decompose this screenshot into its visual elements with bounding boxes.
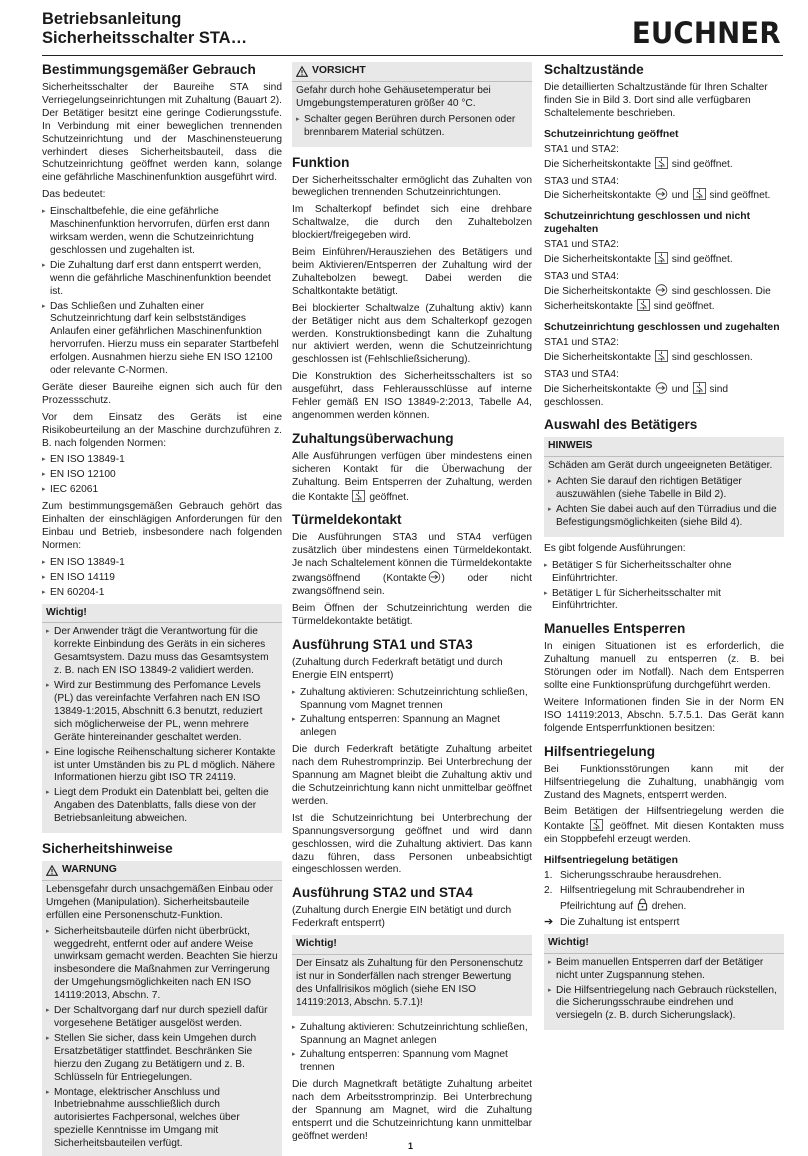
paragraph: Der Einsatz als Zuhaltung für den Personenschutz ist nur in Sonderfällen nach strenger Bewertung des Unfallrisikos möglich (siehe EN ISO 14119:2013, Abschn. 5.7.1)! [296,958,524,1008]
paragraph: Die durch Federkraft betätigte Zuhaltung arbeitet nach dem Ruhestromprinzip. Bei Unterbrechung der Spannung am Magnet bleibt die Zuhaltung aktiv und die Schutzeinrichtung kann nicht unmittelbar geöffnet werden. [292,744,532,807]
subheading: Hilfsentriegelung betätigen [544,855,678,867]
norms-list [42,557,282,600]
list-item: ▸ Zuhaltung entsperren: Spannung an Magnet anlegen [292,714,532,740]
column-3 [544,62,784,1036]
list-item: ▸ Eine logische Reihenschaltung sicherer Kontakte ist unter Umständen bis zu PL d möglich. Nähere Informationen hierzu gibt ISO TR 24119. [46,747,278,786]
paragraph: Der Sicherheitsschalter ermöglicht das Zuhalten von beweglichen trennenden Schutzeinrichtungen. [292,174,532,199]
list-item: ▸ IEC 62061 [42,484,282,497]
state-line: STA3 und STA4: Die Sicherheitskontakte und sind geöffnet. [544,175,771,202]
heading-safety: Sicherheitshinweise [42,841,173,857]
safety-contact-icon [693,382,706,394]
important-title: Wichtig! [42,604,282,624]
warning-title: WARNUNG [62,864,117,876]
state-line: STA3 und STA4: Die Sicherheitskontakte und sind geschlossen. [544,368,729,408]
paragraph: Weitere Informationen finden Sie in der Norm EN ISO 14119:2013, Abschn. 5.7.5.1. Das Gerät kann folgende Entsperrfunktionen besitzen: [544,697,784,734]
paragraph: (Zuhaltung durch Federkraft betätigt und durch Energie EIN entsperrt) [292,656,503,681]
list-item: ▸ Betätiger S für Sicherheitsschalter ohne Einführtrichter. [544,560,784,586]
paragraph: Beim Betätigen der Hilfsentriegelung werden die Kontakte geöffnet. Mit diesen Kontakten muss ein Stoppbefehl erzeugt werden. [544,806,784,846]
heading-actuator: Auswahl des Betätigers [544,417,698,433]
list-item: ▸ Achten Sie dabei auch auf den Türradius und die Befestigungsmöglichkeiten (siehe Bild 4). [548,504,780,530]
list-item: ▸ Achten Sie darauf den richtigen Betätiger auszuwählen (siehe Tabelle in Bild 2). [548,476,780,502]
list-item: ▸ Wird zur Bestimmung des Perfomance Levels (PL) das vereinfachte Verfahren nach EN ISO 13849-1:2015, Abschnitt 6.3 benutzt, reduziert sich möglicherweise der PL, wenn mehrere Geräte hintereinander geschaltet werden. [46,680,278,745]
list-item: ▸ Betätiger L für Sicherheitsschalter mit Einführtrichter. [544,588,784,614]
list-item: ▸ Liegt dem Produkt ein Datenblatt bei, gelten die Angaben des Datenblatts, falls diese von der Betriebsanleitung abweichen. [46,787,278,826]
notice-box [544,437,784,536]
paragraph: Geräte dieser Baureihe eignen sich auch für den Prozessschutz. [42,381,282,406]
paragraph: In einigen Situationen ist es erforderlich, die Zuhaltung manuell zu entsperren (z. B. bei Störungen oder im Notfall). Nach dem Entsperren sollte eine Funktionsprüfung durchgeführt werden. [544,641,784,692]
paragraph: Die Konstruktion des Sicherheitsschalters ist so ausgeführt, dass Fehlerausschlüsse auf interne Fehler gemäß EN ISO 13849-2:2013, Tabelle A4, angenommen werden können. [292,371,532,421]
heading-intended-use: Bestimmungsgemäßer Gebrauch [42,62,256,77]
steps-list [544,870,784,914]
page-number: 1 [408,1141,414,1151]
safety-contact-icon [637,299,650,311]
heading-manual-release: Manuelles Entsperren [544,621,686,637]
heading-function: Funktion [292,154,350,170]
important-title: Wichtig! [292,935,532,955]
euchner-logo: EUCHNER [632,16,781,50]
paragraph: Vor dem Einsatz des Geräts ist eine Risikobeurteilung an der Maschine durchzuführen z. B. nach folgenden Normen: [42,411,282,449]
list-item: ▸ Die Hilfsentriegelung nach Gebrauch rückstellen, die Sicherungsschraube eindrehen und versiegeln (z. B. durch Sicherungslack). [548,985,780,1024]
state-line: STA1 und STA2: Die Sicherheitskontakte sind geöffnet. [544,143,733,170]
safety-contact-icon [352,490,365,502]
arrow-right-icon: ➔ [544,915,554,928]
safety-contact-icon [655,252,668,264]
paragraph: Lebensgefahr durch unsachgemäßen Einbau oder Umgehen (Manipulation). Sicherheitsbauteile erfüllen eine Personenschutz-Funktion. [46,883,274,921]
paragraph: Bei blockierter Schaltwalze (Zuhaltung aktiv) kann der Betätiger nicht aus dem Schalterkopf gezogen werden. Konstruktionsbedingt kann die Zuhaltung nur aktiviert werden, wenn die Schutzeinrichtung geschlossen ist (Fehlschließsicherung). [292,302,532,366]
positive-opening-icon [655,188,668,200]
safety-contact-icon [590,819,603,831]
list-item: ▸ Zuhaltung entsperren: Spannung vom Magnet trennen [292,1049,532,1075]
warning-icon [46,865,58,876]
positive-opening-icon [428,571,441,583]
column-1 [42,62,282,1156]
list-item: ▸ Schalter gegen Berühren durch Personen oder brennbarem Material schützen. [296,114,528,140]
meaning-list [42,206,282,378]
paragraph: Gefahr durch hohe Gehäusetemperatur bei Umgebungstemperaturen größer 40 °C. [296,84,491,109]
step-item: 2. Hilfsentriegelung mit Schraubendreher in Pfeilrichtung auf drehen. [544,885,745,912]
page-header [42,10,783,56]
paragraph: Alle Ausführungen verfügen über mindestens einen sicheren Kontakt für die Überwachung der Zuhaltung. Beim Entsperren der Zuhaltung, werden die Kontakte geöffnet. [292,450,532,503]
column-2 [292,62,532,1148]
caution-title: VORSICHT [312,65,366,76]
important-title: Wichtig! [544,934,784,954]
paragraph: Die Ausführungen STA3 und STA4 verfügen zusätzlich über mindestens einen Türmeldekontakt. Je nach Schaltelement können die Türmeldekontakte zwangsöffnend (Kontakte ) oder nicht zwangsöffnend sein. [292,532,532,598]
step-item: 1. Sicherungsschraube herausdrehen. [544,870,722,882]
state-line: STA1 und STA2: Die Sicherheitskontakte sind geschlossen. [544,336,753,363]
important-box [544,934,784,1030]
paragraph: Die durch Magnetkraft betätigte Zuhaltung arbeitet nach dem Arbeitsstromprinzip. Bei Unterbrechung der Spannung am Magnet, wird die Zuhaltung entsperrt und die Schutzeinrichtung kann unmittelbar geöffnet werden! [292,1079,532,1142]
list-item: ▸ EN ISO 12100 [42,469,282,482]
caution-box [292,62,532,147]
paragraph: Beim Öffnen der Schutzeinrichtung werden die Türmeldekontakte betätigt. [292,603,532,627]
list-item: ▸ EN ISO 13849-1 [42,557,282,570]
state-line: STA3 und STA4: Die Sicherheitskontakte sind geschlossen. Die Sicherheitskontakte sind geöffnet. [544,271,771,312]
list-item: ▸ Das Schließen und Zuhalten einer Schutzeinrichtung darf kein selbstständiges Anlaufen einer gefährlichen Maschinenfunktion hervorrufen. Hierzu muss ein separater Startbefehl erfolgen. Ausnahmen hierzu siehe EN ISO 12100 oder relevante C-Normen. [42,301,282,378]
list-item: ▸ EN ISO 13849-1 [42,454,282,467]
subheading: Schutzeinrichtung geschlossen und nicht zugehalten [544,211,751,236]
norms-list [42,454,282,497]
heading-auxiliary-release: Hilfsentriegelung [544,743,656,759]
notice-title: HINWEIS [544,437,784,457]
paragraph: Die detaillierten Schaltzustände für Ihren Schalter finden Sie in Bild 3. Dort sind alle verfügbaren Schaltelemente beschrieben. [544,82,768,119]
list-item: ▸ Sicherheitsbauteile dürfen nicht überbrückt, weggedreht, entfernt oder auf andere Weise unwirksam gemacht werden. Beachten Sie hierzu insbesondere die Maßnahmen zur Verringerung der Umgehungsmöglichkeiten nach EN ISO 14119:2013, Abschn. 7. [46,926,278,1003]
list-item: ▸ Beim manuellen Entsperren darf der Betätiger nicht unter Zugspannung stehen. [548,957,780,983]
paragraph: Beim Einführen/Herausziehen des Betätigers und beim Aktivieren/Entsperren der Zuhaltung wird der Zuhaltebolzen bewegt. Dabei werden die Schaltkontakte betätigt. [292,247,532,297]
positive-opening-icon [655,284,668,296]
subheading: Schutzeinrichtung geöffnet [544,128,679,140]
doc-title-line2: Sicherheitsschalter STA… [42,29,248,47]
safety-contact-icon [693,188,706,200]
warning-box [42,861,282,1156]
heading-sta13: Ausführung STA1 und STA3 [292,636,473,652]
paragraph: Das bedeutet: [42,189,106,201]
warning-icon [296,66,308,77]
list-item: ▸ Stellen Sie sicher, dass kein Umgehen durch Ersatzbetätiger stattfindet. Beschränken Sie hierzu den Zugang zu Betätigern und z. B. Schlüsseln für Entriegelungen. [46,1033,278,1085]
list-item: ▸ EN 60204-1 [42,587,282,600]
list-item: ▸ Die Zuhaltung darf erst dann entsperrt werden, wenn die gefährliche Maschinenfunktion beendet ist. [42,260,282,299]
list-item: ▸ Einschaltbefehle, die eine gefährliche Maschinenfunktion hervorrufen, dürfen erst dann wirksam werden, wenn die Schutzeinrichtung geschlossen und zugehalten ist. [42,206,282,258]
paragraph: (Zuhaltung durch Energie EIN betätigt und durch Federkraft entsperrt) [292,905,512,930]
important-box [42,604,282,834]
paragraph: Bei Funktionsstörungen kann mit der Hilfsentriegelung die Zuhaltung, unabhängig vom Zustand des Magnets, entsperrt werden. [544,763,784,801]
list-item: ▸ Zuhaltung aktivieren: Schutzeinrichtung schließen, Spannung vom Magnet trennen [292,687,532,713]
state-line: STA1 und STA2: Die Sicherheitskontakte sind geöffnet. [544,239,733,266]
result-line: ➔ Die Zuhaltung ist entsperrt [544,915,680,928]
unlock-icon [637,898,648,911]
heading-monitoring: Zuhaltungsüberwachung [292,430,454,446]
paragraph: Schäden am Gerät durch ungeeigneten Betätiger. [548,460,773,472]
paragraph: Zum bestimmungsgemäßen Gebrauch gehört das Einhalten der einschlägigen Anforderungen für den Einbau und Betrieb, insbesondere nach folgenden Normen: [42,501,282,551]
positive-opening-icon [655,382,668,394]
doc-title-line1: Betriebsanleitung [42,10,182,28]
paragraph: Es gibt folgende Ausführungen: [544,542,686,554]
paragraph: Sicherheitsschalter der Baureihe STA sind Verriegelungseinrichtungen mit Zuhaltung (Bauart 2). Der Betätiger besitzt eine geringe Codierungsstufe. In Verbindung mit einer beweglichen trennenden Schutzeinrichtung und der Maschinensteuerung verhindert dieses Sicherheitsbauteil, dass die Schutzeinrichtung geöffnet werden kann, solange eine gefährliche Maschinenfunktion ausgeführt wird. [42,82,282,184]
paragraph: Im Schalterkopf befindet sich eine drehbare Schaltwalze, die durch den Zuhaltebolzen blockiert/freigegeben wird. [292,204,532,242]
heading-switching-states: Schaltzustände [544,62,644,77]
subheading: Schutzeinrichtung geschlossen und zugehalten [544,321,780,333]
safety-contact-icon [655,350,668,362]
list-item: ▸ Der Anwender trägt die Verantwortung für die korrekte Einbindung des Geräts in ein sicheres Gesamtsystem. Dazu muss das Gesamtsystem z. B. nach EN ISO 13849-2 validiert werden. [46,626,278,678]
list-item: ▸ Der Schaltvorgang darf nur durch speziell dafür vorgesehene Betätiger ausgelöst werden. [46,1005,278,1031]
list-item: ▸ EN ISO 14119 [42,572,282,585]
paragraph: Ist die Schutzeinrichtung bei Unterbrechung der Spannungsversorgung geöffnet und wird dann geschlossen, wird die Zuhaltung aktiviert. Das kann dazu führen, dass Personen unbeabsichtigt eingeschlossen werden. [292,812,532,876]
list-item: ▸ Zuhaltung aktivieren: Schutzeinrichtung schließen, Spannung an Magnet anlegen [292,1022,532,1048]
heading-sta24: Ausführung STA2 und STA4 [292,885,473,901]
heading-door-contact: Türmeldekontakt [292,512,402,528]
important-box [292,935,532,1016]
list-item: ▸ Montage, elektrischer Anschluss und Inbetriebnahme ausschließlich durch autorisiertes Fachpersonal, welches über spezielle Kenntnisse im Umgang mit Sicherheitsbauteilen verfügt. [46,1087,278,1152]
safety-contact-icon [655,157,668,169]
